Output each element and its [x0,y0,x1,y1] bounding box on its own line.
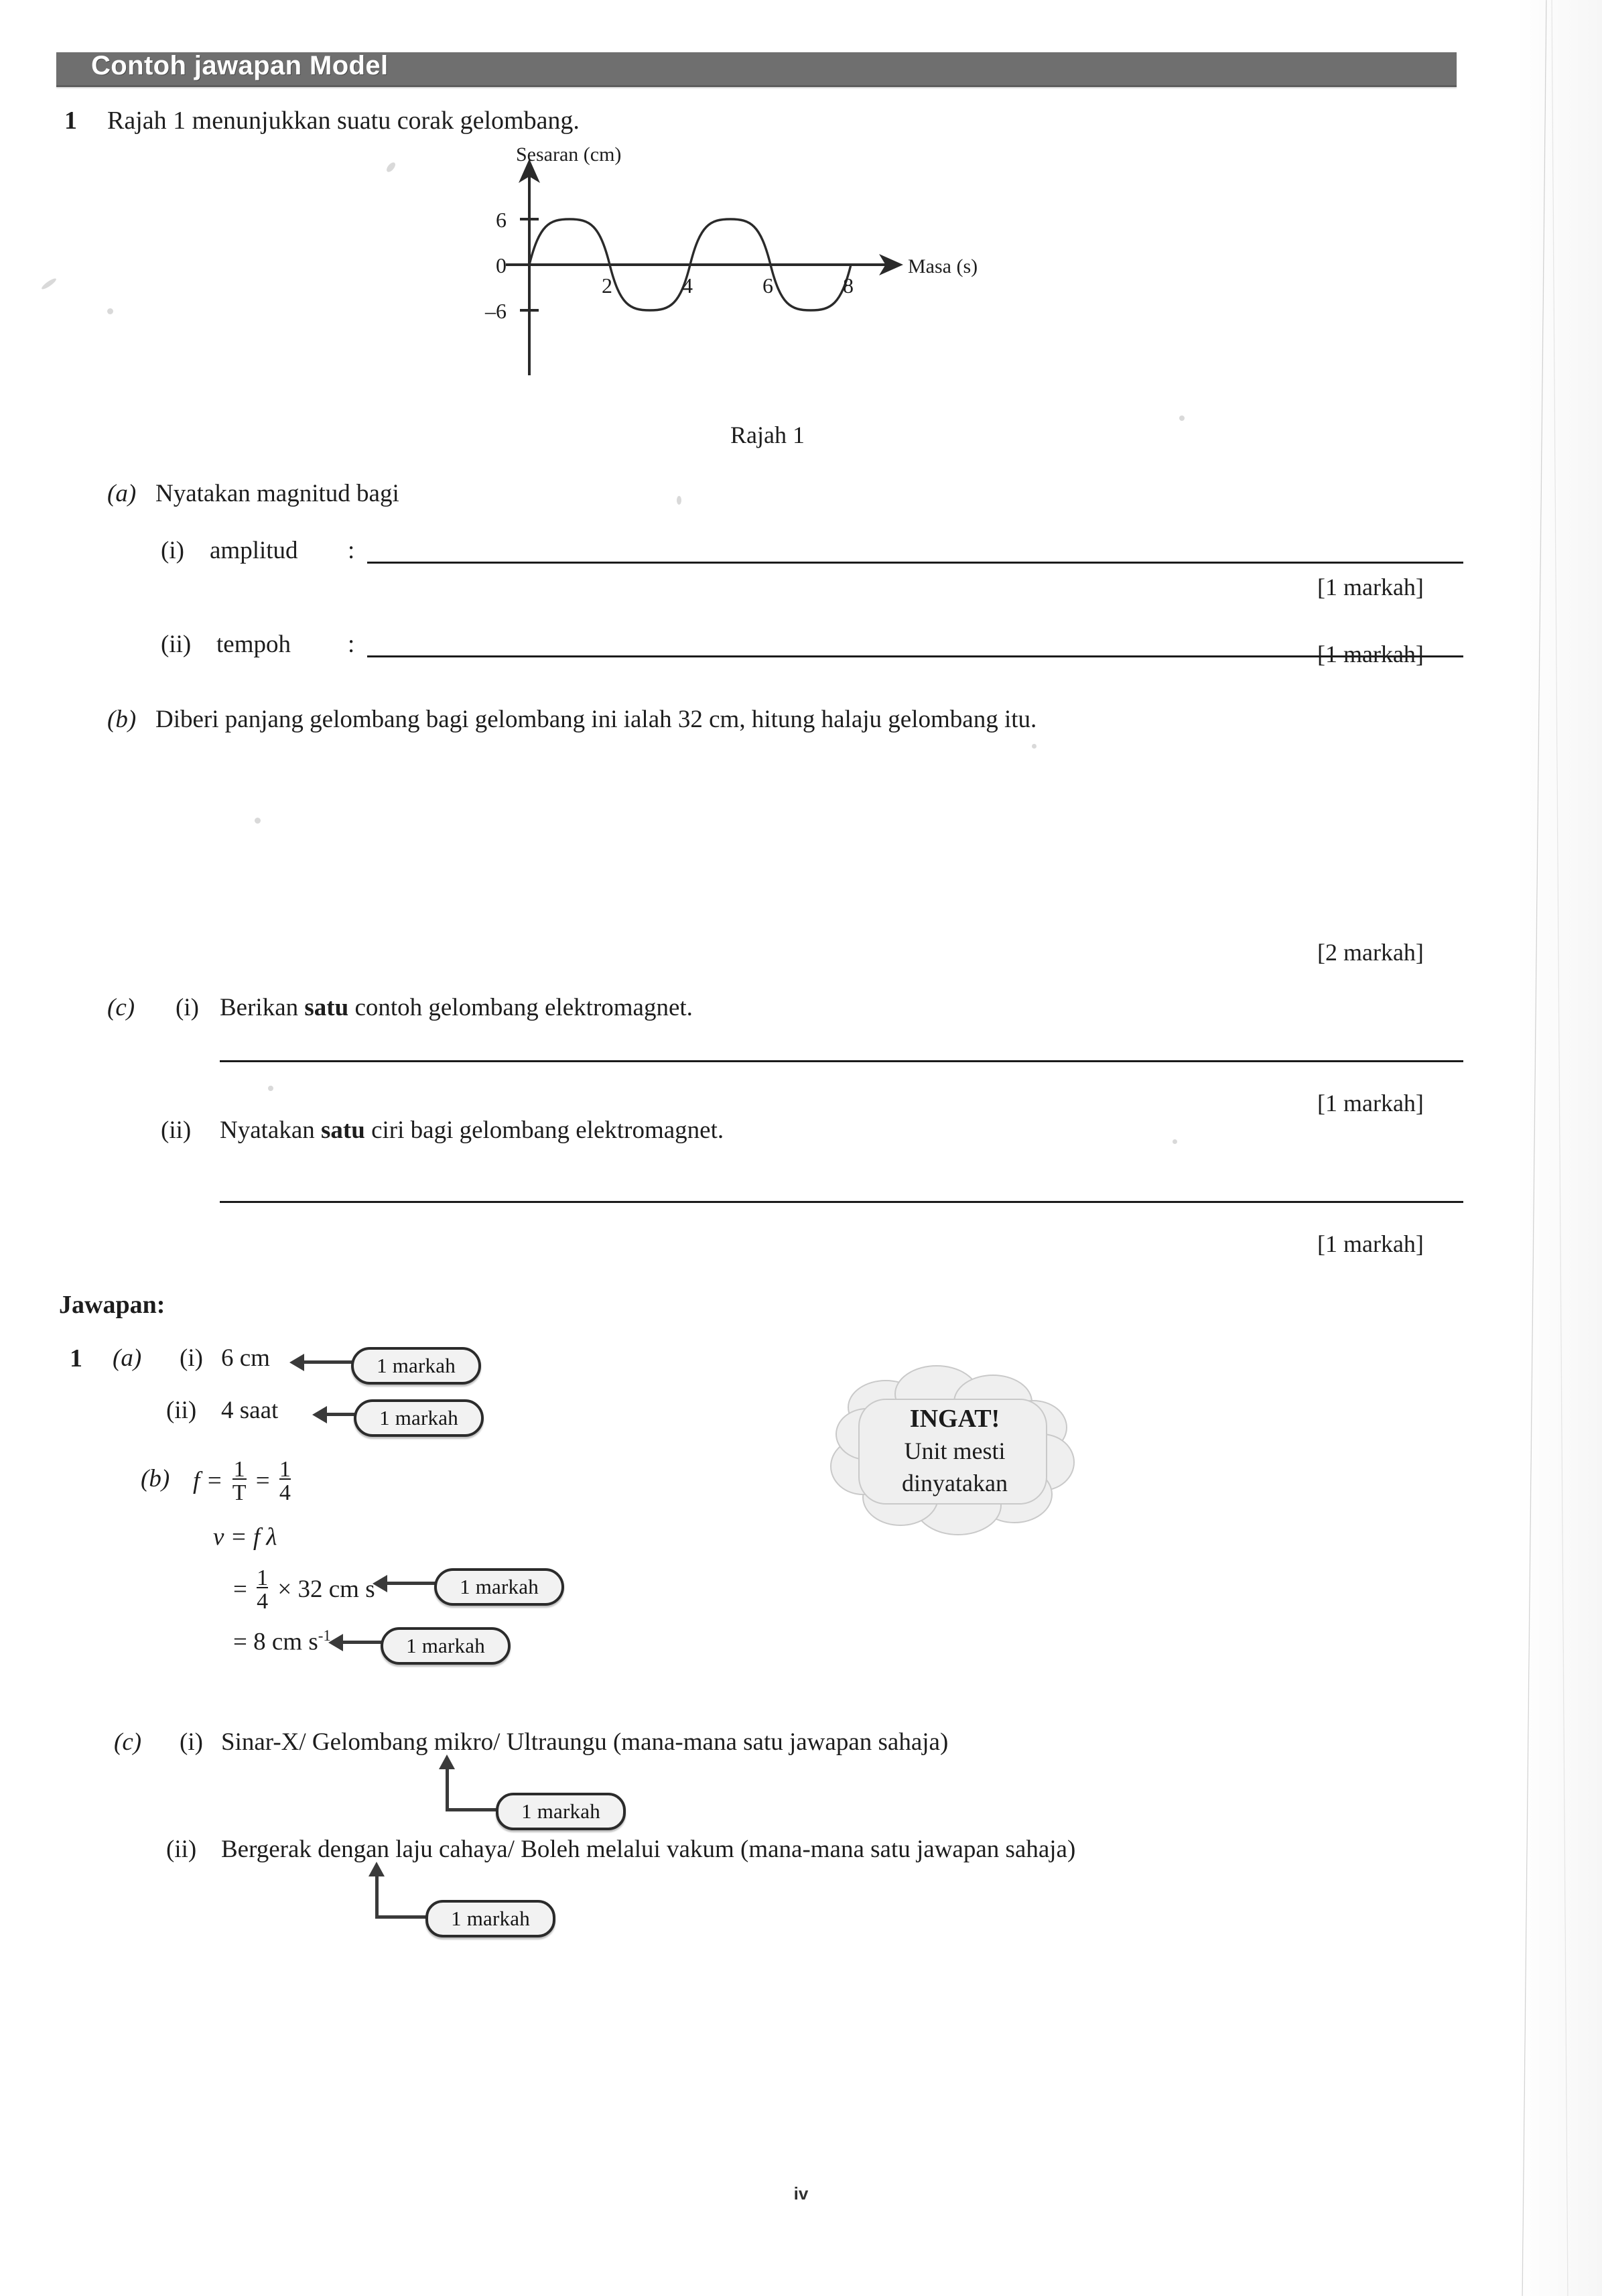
question-stem: Rajah 1 menunjukkan suatu corak gelombang. [107,107,580,135]
markah-pill-label: 1 markah [406,1634,485,1657]
svg-text:Sesaran (cm): Sesaran (cm) [516,144,622,166]
part-a-item-ii-colon: : [348,631,355,658]
answers-a-label: (a) [113,1344,142,1372]
callout-arrow-c-ii [375,1915,427,1919]
callout-arrow-b-4 [342,1641,383,1644]
part-c-item-i-text-bold: satu [304,994,349,1021]
scan-speck [1179,416,1185,421]
part-a-item-i-roman: (i) [161,537,184,564]
scan-speck [268,1086,273,1091]
answers-b-line1-eq: = [255,1467,270,1495]
part-c-item-i-text [220,993,693,1022]
markah-pill-c-ii [425,1900,555,1937]
markah-pill-label: 1 markah [377,1354,456,1377]
callout-arrow-head-a-ii [312,1406,327,1423]
part-b-label: (b) [107,706,137,733]
figure-caption: Rajah 1 [730,422,805,448]
markah-pill-label: 1 markah [379,1406,458,1429]
part-a-item-ii-label: tempoh [216,631,291,658]
svg-text:8: 8 [843,273,854,298]
answers-question-number: 1 [70,1344,82,1373]
callout-arrow-a-i [303,1360,354,1364]
part-c-item-i-text-before: Berikan [220,994,305,1021]
answers-b-line2: v = f λ [213,1523,277,1551]
fraction-one-over-four-2 [257,1567,268,1613]
ingat-callout-line2: dinyatakan [902,1469,1008,1496]
scan-speck [1173,1139,1177,1144]
part-c-item-ii-text-bold: satu [321,1117,365,1144]
answer-line-c-i[interactable] [220,1060,1463,1062]
answers-b-line3-exponent: -1 [375,1574,388,1592]
answers-c-ii-text: Bergerak dengan laju cahaya/ Boleh melalui vakum (mana-mana satu jawapan sahaja) [221,1836,1076,1863]
marks-b: [2 markah] [1317,939,1424,966]
answers-b-label: (b) [141,1465,170,1492]
callout-arrow-head-a-i [289,1354,304,1371]
scan-speck [1032,744,1037,749]
answers-c-ii-roman: (ii) [166,1836,197,1863]
markah-pill-a-i [351,1347,481,1385]
part-c-item-ii-text [220,1116,724,1145]
ingat-callout [824,1360,1085,1541]
answers-a-ii-value: 4 saat [221,1397,279,1424]
answer-line-a-ii[interactable] [367,655,1463,657]
markah-pill-label: 1 markah [521,1799,600,1823]
ingat-callout-text [824,1402,1085,1499]
marks-a-ii: [1 markah] [1317,641,1424,667]
svg-text:6: 6 [496,208,507,232]
answers-c-label: (c) [114,1728,142,1756]
part-c-item-i-roman: (i) [176,994,199,1021]
callout-arrow-head-c-ii [369,1862,385,1876]
markah-pill-b-4 [381,1627,511,1665]
ingat-callout-line1: Unit mesti [904,1438,1006,1465]
page-edge-shading [1515,0,1602,2296]
answer-line-a-i[interactable] [367,562,1463,564]
svg-text:2: 2 [602,273,612,298]
answers-b-line4-exponent: -1 [318,1627,331,1644]
page-footer: iv [793,2183,809,2204]
answers-b-line1-lhs: f = [193,1467,223,1495]
callout-arrow-vertical-c-ii [375,1876,379,1917]
answers-c-i-roman: (i) [180,1728,203,1756]
part-c-item-ii-text-after: ciri bagi gelombang elektromagnet. [364,1117,724,1144]
fraction-numerator: 1 [279,1457,291,1482]
scan-speck [677,496,681,505]
part-a-item-i-colon: : [348,537,355,564]
callout-arrow-b-3 [386,1582,437,1585]
callout-arrow-vertical-c-i [446,1769,449,1809]
answers-b-line3 [233,1568,388,1614]
svg-text:0: 0 [496,253,507,277]
part-a-label: (a) [107,480,137,507]
part-a-item-ii-roman: (ii) [161,631,192,658]
answers-a-i-roman: (i) [180,1344,203,1372]
answer-line-c-ii[interactable] [220,1201,1463,1203]
markah-pill-label: 1 markah [451,1907,530,1930]
answers-b-line4 [233,1627,331,1656]
part-c-item-ii-roman: (ii) [161,1117,192,1144]
svg-text:4: 4 [682,273,693,298]
answers-heading: Jawapan: [59,1291,165,1319]
page-binding-curve [1522,0,1547,2296]
marks-c-ii: [1 markah] [1317,1230,1424,1257]
answers-b-line3-eq: = [233,1576,247,1604]
answers-a-i-value: 6 cm [221,1344,270,1372]
callout-arrow-c-i [446,1808,498,1811]
callout-arrow-a-ii [326,1413,356,1416]
callout-arrow-head-b-4 [328,1634,343,1651]
markah-pill-a-ii [354,1399,484,1437]
answers-c-i-text: Sinar-X/ Gelombang mikro/ Ultraungu (mana-mana satu jawapan sahaja) [221,1728,949,1756]
answers-b-line1 [193,1457,294,1506]
fraction-one-over-T [232,1458,247,1505]
answers-a-ii-roman: (ii) [166,1397,197,1424]
question-number: 1 [64,107,77,135]
markah-pill-b-3 [434,1568,564,1606]
fraction-denominator: 4 [279,1478,291,1505]
fraction-numerator: 1 [257,1566,269,1590]
scan-speck [107,308,113,314]
callout-arrow-head-c-i [439,1755,455,1769]
part-a-text: Nyatakan magnitud bagi [155,480,399,507]
part-b-text: Diberi panjang gelombang bagi gelombang ini ialah 32 cm, hitung halaju gelombang itu. [155,706,1037,733]
markah-pill-c-i [496,1793,626,1830]
marks-c-i: [1 markah] [1317,1090,1424,1117]
scan-speck [40,277,57,291]
scan-speck [385,161,397,174]
fraction-numerator: 1 [233,1457,245,1482]
figure-wave-graph [469,144,1072,452]
fraction-denominator: T [232,1478,247,1505]
fraction-denominator: 4 [257,1587,268,1614]
svg-text:6: 6 [762,273,773,298]
part-c-item-ii-text-before: Nyatakan [220,1117,322,1144]
ingat-callout-title: INGAT! [909,1405,1000,1433]
callout-arrow-head-b-3 [373,1575,387,1592]
answers-b-line3-rest: × 32 cm s [277,1576,375,1604]
part-c-label: (c) [107,994,135,1021]
svg-text:Masa (s): Masa (s) [908,255,978,277]
answers-b-line4-text: = 8 cm s [233,1628,318,1656]
scan-speck [255,818,261,824]
svg-text:–6: –6 [485,299,507,323]
markah-pill-label: 1 markah [460,1575,539,1598]
page-binding-curve-2 [1551,0,1568,2296]
part-a-item-i-label: amplitud [210,537,298,564]
part-c-item-i-text-after: contoh gelombang elektromagnet. [348,994,693,1021]
marks-a-i: [1 markah] [1317,574,1424,600]
section-banner-title: Contoh jawapan Model [91,51,389,80]
fraction-one-over-four [279,1458,291,1505]
